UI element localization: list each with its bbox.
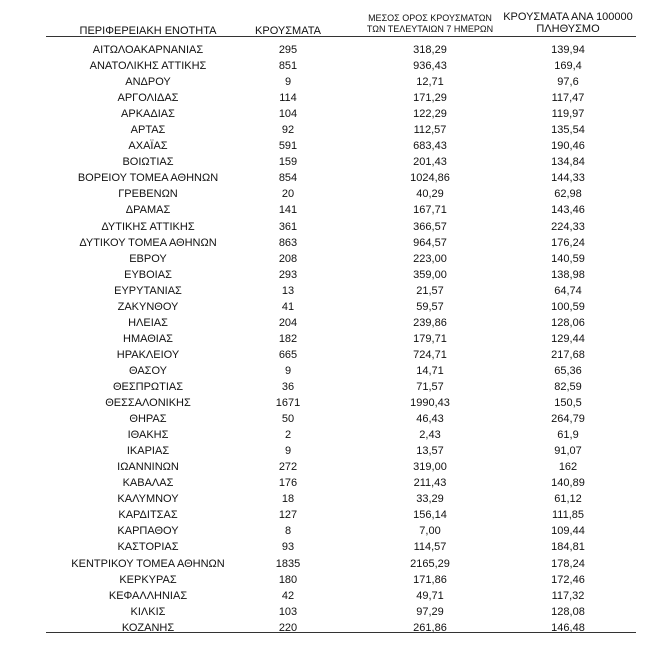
header-cases-per-100000 xyxy=(493,11,643,35)
cell-regional-unit: ΘΕΣΣΑΛΟΝΙΚΗΣ xyxy=(105,397,191,410)
cell-cases-per-100000: 169,4 xyxy=(554,60,582,73)
cell-regional-unit: ΒΟΙΩΤΙΑΣ xyxy=(122,156,174,169)
cell-cases-per-100000: 62,98 xyxy=(554,188,582,201)
cell-seven-day-average: 46,43 xyxy=(416,413,444,426)
table-row xyxy=(0,620,650,636)
table-row xyxy=(0,556,650,572)
cell-regional-unit: ΚΕΝΤΡΙΚΟΥ ΤΟΜΕΑ ΑΘΗΝΩΝ xyxy=(71,557,225,570)
cell-cases-per-100000: 61,9 xyxy=(557,429,579,442)
cell-cases: 13 xyxy=(281,284,295,297)
cell-cases: 9 xyxy=(284,364,292,377)
cell-cases: 93 xyxy=(281,541,295,554)
table-row xyxy=(0,363,650,379)
cell-regional-unit: ΕΒΡΟΥ xyxy=(129,252,167,265)
table-row xyxy=(0,523,650,539)
cell-seven-day-average: 114,57 xyxy=(413,541,447,554)
cell-cases: 361 xyxy=(278,220,298,233)
cell-cases-per-100000: 217,68 xyxy=(551,348,585,361)
table-row xyxy=(0,475,650,491)
cell-seven-day-average: 223,00 xyxy=(413,252,447,265)
cell-regional-unit: ΗΡΑΚΛΕΙΟΥ xyxy=(116,348,180,361)
cell-seven-day-average: 59,57 xyxy=(416,300,444,313)
table-row xyxy=(0,507,650,523)
cell-regional-unit: ΚΕΡΚΥΡΑΣ xyxy=(119,573,177,586)
cell-cases: 272 xyxy=(278,461,298,474)
cell-cases-per-100000: 224,33 xyxy=(551,220,585,233)
cell-cases: 863 xyxy=(278,236,298,249)
cell-regional-unit: ΚΑΡΠΑΘΟΥ xyxy=(117,525,179,538)
cell-seven-day-average: 122,29 xyxy=(413,108,447,121)
cell-seven-day-average: 239,86 xyxy=(413,316,447,329)
cell-cases-per-100000: 139,94 xyxy=(551,44,585,56)
table-row xyxy=(0,588,650,604)
header-avg-line2: ΤΩΝ ΤΕΛΕΥΤΑΙΩΝ 7 ΗΜΕΡΩΝ xyxy=(366,24,494,34)
cell-seven-day-average: 1024,86 xyxy=(410,172,450,185)
cell-regional-unit: ΙΚΑΡΙΑΣ xyxy=(126,445,170,458)
table-row xyxy=(0,299,650,315)
cell-cases: 36 xyxy=(281,380,295,393)
cell-cases-per-100000: 91,07 xyxy=(554,445,582,458)
cell-seven-day-average: 2,43 xyxy=(419,429,441,442)
cell-regional-unit: ΒΟΡΕΙΟΥ ΤΟΜΕΑ ΑΘΗΝΩΝ xyxy=(77,172,219,185)
cell-cases: 104 xyxy=(278,108,298,121)
table-row xyxy=(0,267,650,283)
table-row xyxy=(0,122,650,138)
cell-cases: 9 xyxy=(284,76,292,89)
cell-seven-day-average: 112,57 xyxy=(413,124,447,137)
cell-seven-day-average: 319,00 xyxy=(413,461,447,474)
table-row xyxy=(0,283,650,299)
table-row xyxy=(0,138,650,154)
cell-cases: 182 xyxy=(278,332,298,345)
cell-cases-per-100000: 117,47 xyxy=(551,92,585,105)
cell-regional-unit: ΚΟΖΑΝΗΣ xyxy=(121,621,175,634)
cell-cases: 1671 xyxy=(275,397,301,410)
header-cases: ΚΡΟΥΣΜΑΤΑ xyxy=(255,25,321,37)
cell-regional-unit: ΚΑΒΑΛΑΣ xyxy=(122,477,174,490)
cell-cases-per-100000: 65,36 xyxy=(554,364,582,377)
cell-cases-per-100000: 190,46 xyxy=(551,140,585,153)
cell-cases: 295 xyxy=(278,44,298,56)
cell-seven-day-average: 936,43 xyxy=(413,60,447,73)
cell-regional-unit: ΕΥΒΟΙΑΣ xyxy=(124,268,172,281)
table-row xyxy=(0,170,650,186)
cell-seven-day-average: 12,71 xyxy=(416,76,444,89)
cell-seven-day-average: 683,43 xyxy=(413,140,447,153)
cell-cases: 220 xyxy=(278,621,298,634)
cell-seven-day-average: 201,43 xyxy=(413,156,447,169)
cell-regional-unit: ΘΑΣΟΥ xyxy=(128,364,168,377)
cell-seven-day-average: 40,29 xyxy=(416,188,444,201)
cell-cases-per-100000: 264,79 xyxy=(551,413,585,426)
header-divider xyxy=(46,36,636,37)
cell-cases: 180 xyxy=(278,573,298,586)
header-avg-line1: ΜΕΣΟΣ ΟΡΟΣ ΚΡΟΥΣΜΑΤΩΝ xyxy=(368,13,492,23)
cell-seven-day-average: 211,43 xyxy=(413,477,447,490)
table-row xyxy=(0,379,650,395)
cell-cases: 851 xyxy=(278,60,298,73)
cell-cases: 204 xyxy=(278,316,298,329)
table-body xyxy=(0,42,650,636)
cell-cases-per-100000: 128,06 xyxy=(551,316,585,329)
cell-cases: 42 xyxy=(281,589,295,602)
cell-regional-unit: ΑΙΤΩΛΟΑΚΑΡΝΑΝΙΑΣ xyxy=(92,44,204,56)
table-row xyxy=(0,427,650,443)
cell-cases: 103 xyxy=(278,605,298,618)
cell-cases-per-100000: 134,84 xyxy=(551,156,585,169)
cell-cases: 18 xyxy=(281,493,295,506)
cell-seven-day-average: 71,57 xyxy=(416,380,444,393)
header-regional-unit: ΠΕΡΙΦΕΡΕΙΑΚΗ ΕΝΟΤΗΤΑ xyxy=(79,25,217,37)
cell-regional-unit: ΚΙΛΚΙΣ xyxy=(130,605,166,618)
table-row xyxy=(0,186,650,202)
cell-regional-unit: ΚΑΛΥΜΝΟΥ xyxy=(117,493,179,506)
cell-cases-per-100000: 146,48 xyxy=(551,621,585,634)
cell-seven-day-average: 359,00 xyxy=(413,268,447,281)
cell-regional-unit: ΗΛΕΙΑΣ xyxy=(128,316,168,329)
cell-regional-unit: ΙΩΑΝΝΙΝΩΝ xyxy=(117,461,179,474)
cell-cases-per-100000: 135,54 xyxy=(551,124,585,137)
cell-regional-unit: ΚΑΣΤΟΡΙΑΣ xyxy=(117,541,179,554)
footer-divider xyxy=(46,632,636,633)
table-row xyxy=(0,235,650,251)
cell-cases-per-100000: 140,59 xyxy=(551,252,585,265)
cell-regional-unit: ΕΥΡΥΤΑΝΙΑΣ xyxy=(114,284,182,297)
cell-cases-per-100000: 150,5 xyxy=(554,397,582,410)
header-per-line1: ΚΡΟΥΣΜΑΤΑ ΑΝΑ 100000 xyxy=(503,11,633,23)
cell-cases: 8 xyxy=(284,525,292,538)
cell-seven-day-average: 14,71 xyxy=(416,364,444,377)
cell-cases: 176 xyxy=(278,477,298,490)
cell-regional-unit: ΑΡΚΑΔΙΑΣ xyxy=(121,108,175,121)
table-row xyxy=(0,443,650,459)
cell-cases-per-100000: 184,81 xyxy=(551,541,585,554)
cell-seven-day-average: 21,57 xyxy=(416,284,444,297)
cell-regional-unit: ΑΧΑΪΑΣ xyxy=(128,140,168,153)
cell-seven-day-average: 179,71 xyxy=(413,332,447,345)
cell-regional-unit: ΔΡΑΜΑΣ xyxy=(125,204,171,217)
cell-cases-per-100000: 109,44 xyxy=(551,525,585,538)
cell-cases: 1835 xyxy=(275,557,301,570)
cell-cases-per-100000: 129,44 xyxy=(551,332,585,345)
header-seven-day-average xyxy=(355,13,505,35)
cell-seven-day-average: 167,71 xyxy=(413,204,447,217)
cell-cases: 141 xyxy=(278,204,298,217)
cell-regional-unit: ΘΗΡΑΣ xyxy=(129,413,167,426)
cell-regional-unit: ΑΝΔΡΟΥ xyxy=(125,76,171,89)
cell-cases: 9 xyxy=(284,445,292,458)
cell-cases-per-100000: 97,6 xyxy=(557,76,579,89)
cell-cases-per-100000: 128,08 xyxy=(551,605,585,618)
table-row xyxy=(0,90,650,106)
cell-seven-day-average: 171,29 xyxy=(413,92,447,105)
cell-cases-per-100000: 119,97 xyxy=(551,108,585,121)
cell-cases-per-100000: 111,85 xyxy=(551,509,584,522)
cell-cases-per-100000: 100,59 xyxy=(551,300,585,313)
cell-cases-per-100000: 178,24 xyxy=(551,557,585,570)
cell-regional-unit: ΗΜΑΘΙΑΣ xyxy=(123,332,173,345)
cell-seven-day-average: 366,57 xyxy=(413,220,447,233)
cell-seven-day-average: 1990,43 xyxy=(410,397,450,410)
table-row xyxy=(0,347,650,363)
table-row xyxy=(0,539,650,555)
table-row xyxy=(0,202,650,218)
cell-cases: 92 xyxy=(281,124,295,137)
cell-cases-per-100000: 176,24 xyxy=(551,236,585,249)
table-row xyxy=(0,395,650,411)
table-row xyxy=(0,154,650,170)
cell-cases-per-100000: 144,33 xyxy=(551,172,585,185)
cell-cases: 50 xyxy=(281,413,295,426)
cell-regional-unit: ΚΑΡΔΙΤΣΑΣ xyxy=(118,509,178,522)
cell-cases-per-100000: 140,89 xyxy=(551,477,585,490)
cell-seven-day-average: 261,86 xyxy=(413,621,447,634)
cell-cases: 2 xyxy=(284,429,292,442)
table-row xyxy=(0,572,650,588)
cell-seven-day-average: 964,57 xyxy=(413,236,447,249)
table-row xyxy=(0,42,650,58)
cell-cases: 41 xyxy=(281,300,295,313)
cell-regional-unit: ΑΡΓΟΛΙΔΑΣ xyxy=(117,92,179,105)
cell-regional-unit: ΑΡΤΑΣ xyxy=(130,124,166,137)
table-row xyxy=(0,219,650,235)
cell-cases-per-100000: 117,32 xyxy=(551,589,585,602)
cell-cases-per-100000: 64,74 xyxy=(554,284,582,297)
cell-regional-unit: ΓΡΕΒΕΝΩΝ xyxy=(118,188,178,201)
table-row xyxy=(0,315,650,331)
table-row xyxy=(0,251,650,267)
cell-cases: 114 xyxy=(279,92,297,105)
header-per-line2: ΠΛΗΘΥΣΜΟ xyxy=(536,23,600,35)
cell-seven-day-average: 156,14 xyxy=(413,509,447,522)
cell-regional-unit: ΘΕΣΠΡΩΤΙΑΣ xyxy=(112,380,184,393)
cell-cases: 159 xyxy=(278,156,298,169)
cell-cases-per-100000: 172,46 xyxy=(551,573,585,586)
table-header xyxy=(0,10,650,38)
cell-regional-unit: ΖΑΚΥΝΘΟΥ xyxy=(117,300,179,313)
cell-regional-unit: ΔΥΤΙΚΗΣ ΑΤΤΙΚΗΣ xyxy=(101,220,195,233)
cell-seven-day-average: 724,71 xyxy=(413,348,447,361)
cell-cases: 854 xyxy=(278,172,298,185)
table-row xyxy=(0,491,650,507)
cell-cases-per-100000: 162 xyxy=(558,461,578,474)
cell-cases: 208 xyxy=(278,252,298,265)
cell-cases-per-100000: 82,59 xyxy=(554,380,582,393)
table-row xyxy=(0,58,650,74)
cell-seven-day-average: 97,29 xyxy=(416,605,444,618)
cell-cases: 665 xyxy=(278,348,298,361)
table-row xyxy=(0,604,650,620)
cell-regional-unit: ΑΝΑΤΟΛΙΚΗΣ ΑΤΤΙΚΗΣ xyxy=(89,60,207,73)
cell-cases: 293 xyxy=(278,268,298,281)
cell-cases: 20 xyxy=(281,188,295,201)
cell-seven-day-average: 33,29 xyxy=(416,493,444,506)
cell-cases: 591 xyxy=(278,140,298,153)
table-row xyxy=(0,331,650,347)
table-row xyxy=(0,106,650,122)
cell-seven-day-average: 13,57 xyxy=(416,445,444,458)
table-row xyxy=(0,411,650,427)
table-row xyxy=(0,459,650,475)
cell-seven-day-average: 171,86 xyxy=(413,573,447,586)
cell-cases: 127 xyxy=(278,509,298,522)
table-row xyxy=(0,74,650,90)
cell-cases-per-100000: 143,46 xyxy=(551,204,585,217)
cell-cases-per-100000: 138,98 xyxy=(551,268,585,281)
cell-seven-day-average: 2165,29 xyxy=(410,557,450,570)
cell-cases-per-100000: 61,12 xyxy=(554,493,582,506)
cell-regional-unit: ΙΘΑΚΗΣ xyxy=(127,429,169,442)
cell-regional-unit: ΚΕΦΑΛΛΗΝΙΑΣ xyxy=(108,589,188,602)
cell-seven-day-average: 318,29 xyxy=(413,44,447,56)
cell-regional-unit: ΔΥΤΙΚΟΥ ΤΟΜΕΑ ΑΘΗΝΩΝ xyxy=(79,236,217,249)
cell-seven-day-average: 7,00 xyxy=(419,525,441,538)
cell-seven-day-average: 49,71 xyxy=(416,589,444,602)
